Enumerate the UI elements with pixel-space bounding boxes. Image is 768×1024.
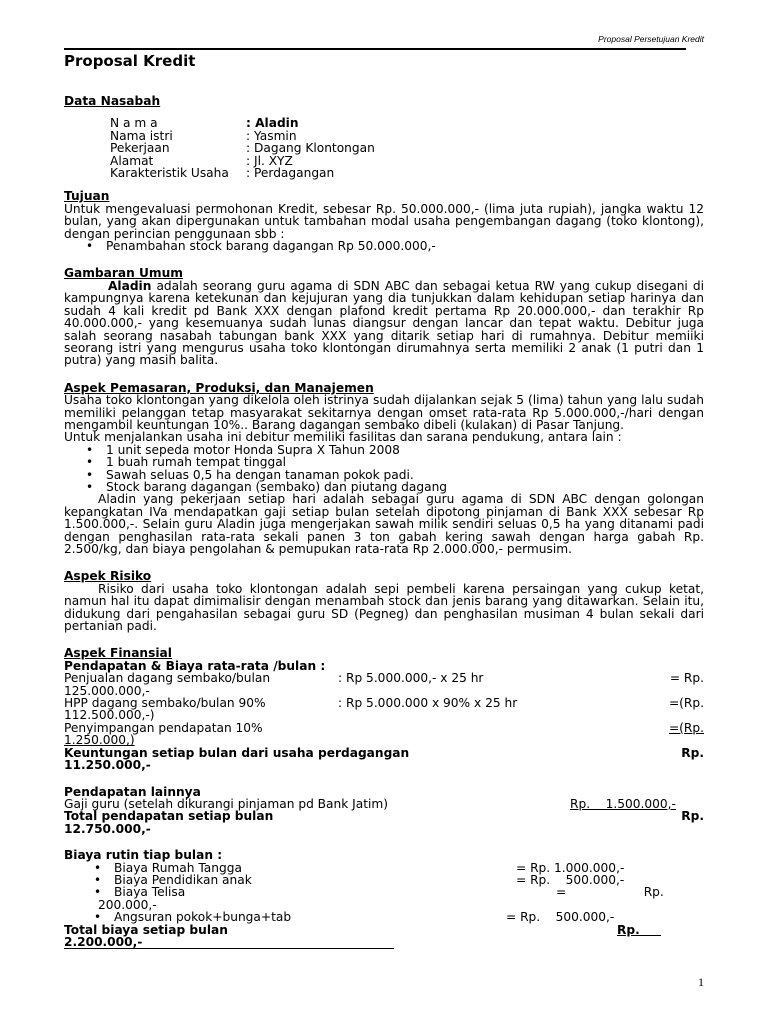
running-header: Proposal Persetujuan Kredit bbox=[598, 34, 704, 44]
row-calc: : Rp 5.000.000 x 90% x 25 hr bbox=[338, 696, 518, 711]
heading-aspek-finansial: Aspek Finansial bbox=[64, 646, 172, 661]
section-gambaran-umum bbox=[64, 267, 704, 366]
section-aspek-risiko bbox=[64, 570, 704, 632]
pemasaran-text-3-body: Aladin yang pekerjaan setiap hari adalah sebagai guru agama di SDN ABC dengan golongan kepangkatan IVa mendapatkan gaji setiap bulan setelah dipotong pinjaman di Bank XXX sebesar Rp 1.500.000,-. Selain guru Aladin juga mengerjakan sawah milik sendiri seluas 0,5 ha yang ditanami padi dengan penghasilan rata-rata sekali panen 3 ton gabah kering sawah dengan harga gabah Rp. 2.500/kg, dan biaya pengolahan & pemupukan rata-rata Rp 2.000.000,- permusim. bbox=[64, 492, 704, 556]
gambaran-text bbox=[64, 280, 704, 367]
list-item bbox=[114, 911, 704, 923]
row-continuation: 125.000.000,- bbox=[64, 683, 150, 698]
biaya-value: = Rp. 500.000,- bbox=[516, 872, 625, 887]
list-item: • Sawah seluas 0,5 ha dengan tanaman pokok padi. bbox=[106, 469, 704, 481]
facility-list bbox=[64, 444, 704, 494]
row-result: =(Rp. bbox=[668, 696, 704, 711]
list-item bbox=[114, 886, 704, 898]
field-label: Pekerjaan bbox=[110, 141, 170, 156]
header-rule bbox=[64, 48, 686, 50]
finance-row-penjualan bbox=[64, 672, 704, 684]
field-value: : Jl. XYZ bbox=[246, 153, 293, 168]
finance-row-penyimpangan bbox=[64, 722, 704, 734]
row-result: = Rp. bbox=[669, 671, 704, 686]
subheading-pendapatan-lainnya: Pendapatan lainnya bbox=[64, 784, 201, 799]
customer-info-grid bbox=[110, 117, 704, 179]
subheading-pendapatan-biaya: Pendapatan & Biaya rata-rata /bulan : bbox=[64, 658, 326, 673]
biaya-value: = Rp. 500.000,- bbox=[506, 910, 615, 925]
row-calc: : Rp 5.000.000,- x 25 hr bbox=[338, 671, 484, 686]
list-item: • 1 buah rumah tempat tinggal bbox=[106, 456, 704, 468]
section-tujuan bbox=[64, 190, 704, 252]
field-value: : Yasmin bbox=[246, 128, 297, 143]
row-continuation: 200.000,- bbox=[98, 897, 157, 912]
biaya-value: = Rp. bbox=[556, 885, 664, 900]
biaya-label: • Biaya Pendidikan anak bbox=[114, 872, 252, 887]
list-item: • 1 unit sepeda motor Honda Supra X Tahun 2008 bbox=[106, 444, 704, 456]
finance-row-keuntungan bbox=[64, 747, 704, 759]
row-label: Total pendapatan setiap bulan bbox=[64, 809, 274, 824]
section-aspek-finansial bbox=[64, 647, 704, 949]
row-continuation: 11.250.000,- bbox=[64, 758, 151, 773]
heading-aspek-risiko: Aspek Risiko bbox=[64, 569, 152, 584]
field-value: : Perdagangan bbox=[246, 166, 335, 181]
finance-row-total-pendapatan bbox=[64, 810, 704, 822]
pemasaran-text-2: Untuk menjalankan usaha ini debitur memiliki fasilitas dan sarana pendukung, antara lain : bbox=[64, 430, 622, 445]
row-label: Penjualan dagang sembako/bulan bbox=[64, 671, 271, 686]
row-continuation: 1.250.000,) bbox=[64, 733, 135, 748]
pemasaran-text-3 bbox=[64, 493, 704, 555]
row-label: Gaji guru (setelah dikurangi pinjaman pd Bank Jatim) bbox=[64, 796, 389, 811]
biaya-value: = Rp. 1.000.000,- bbox=[516, 860, 625, 875]
list-item: • Penambahan stock barang dagangan Rp 50.000.000,- bbox=[106, 240, 704, 252]
row-result: Rp. bbox=[617, 922, 661, 937]
risiko-body: Risiko dari usaha toko klontongan adalah sepi pembeli karena persaingan yang cukup ketat, namun hal itu dapat dimimalisir dengan menambah stock dan jenis barang yang ditawarkan. Selain itu, didukung dari pengahasilan sebagai guru SD (Pegneg) dan penghasilan musiman 4 bulan sekali dari pertanian padi. bbox=[64, 581, 704, 634]
document-title: Proposal Kredit bbox=[64, 52, 196, 70]
field-label: Nama istri bbox=[110, 128, 173, 143]
row-label: Penyimpangan pendapatan 10% bbox=[64, 720, 263, 735]
row-label: Keuntungan setiap bulan dari usaha perdagangan bbox=[64, 745, 410, 760]
row-label: Total biaya setiap bulan bbox=[64, 922, 228, 937]
section-aspek-pemasaran bbox=[64, 382, 704, 556]
biaya-label: • Biaya Telisa bbox=[114, 885, 186, 900]
heading-data-nasabah: Data Nasabah bbox=[64, 94, 161, 108]
field-value: : Aladin bbox=[246, 116, 299, 131]
heading-gambaran-umum: Gambaran Umum bbox=[64, 266, 184, 281]
field-label: N a m a bbox=[110, 116, 158, 131]
page-number: 1 bbox=[698, 975, 704, 989]
list-item: • Stock barang dagangan (sembako) dan piutang dagang bbox=[106, 481, 704, 493]
heading-aspek-pemasaran: Aspek Pemasaran, Produksi, dan Manajemen bbox=[64, 380, 374, 395]
subheading-biaya-rutin: Biaya rutin tiap bulan : bbox=[64, 848, 223, 863]
gambaran-body: adalah seorang guru agama di SDN ABC dan sebagai ketua RW yang cukup disegani di kampungnya karena ketekunan dan kejujuran yang dia tunjukkan dalam kehidupan setiap harinya dan sudah 4 kali kredit pd Bank XXX dengan plafond kredit pertama Rp 20.000.000,- dan terakhir Rp 40.000.000,- yang kesemuanya sudah lunas diangsur dengan lancar dan tepat waktu. Debitur juga salah seorang nasabah tabungan bank XXX yang ditarik setiap hari di rumahnya. Debitur memiiki seorang istri yang mengurus usaha toko klontongan dirumahnya serta memiliki 2 anak (1 putri dan 1 putra) yang masih balita. bbox=[64, 278, 704, 368]
biaya-label: • Angsuran pokok+bunga+tab bbox=[114, 910, 292, 925]
risiko-text bbox=[64, 583, 704, 633]
row-result: Rp. bbox=[681, 809, 704, 824]
debtor-name: Aladin bbox=[108, 278, 152, 293]
biaya-label: • Biaya Rumah Tangga bbox=[114, 860, 242, 875]
row-continuation: 2.200.000,- bbox=[64, 936, 394, 949]
tujuan-text: Untuk mengevaluasi permohonan Kredit, sebesar Rp. 50.000.000,- (lima juta rupiah), jangka waktu 12 bulan, yang akan dipergunakan untuk tambahan modal usaha pengembangan dagang (toko klontong), dengan perincian penggunaan sbb : bbox=[64, 201, 704, 241]
biaya-list bbox=[64, 862, 704, 899]
field-label: Karakteristik Usaha bbox=[110, 166, 229, 181]
heading-tujuan: Tujuan bbox=[64, 189, 110, 204]
row-result: Rp. bbox=[681, 745, 704, 760]
tujuan-list bbox=[64, 240, 704, 252]
finance-row-hpp bbox=[64, 697, 704, 709]
field-label: Alamat bbox=[110, 153, 154, 168]
row-continuation: 12.750.000,- bbox=[64, 821, 151, 836]
row-continuation: 112.500.000,-) bbox=[64, 708, 155, 723]
finance-row-total-biaya bbox=[64, 924, 704, 936]
row-value: Rp. 1.500.000,- bbox=[570, 796, 676, 811]
field-value: : Dagang Klontongan bbox=[246, 141, 375, 156]
row-result: =(Rp. bbox=[668, 720, 704, 735]
biaya-list-2 bbox=[64, 911, 704, 923]
row-label: HPP dagang sembako/bulan 90% bbox=[64, 696, 266, 711]
section-data-nasabah bbox=[64, 95, 704, 179]
document-body bbox=[64, 95, 704, 949]
pemasaran-text-1: Usaha toko klontongan yang dikelola oleh istrinya sudah dijalankan sejak 5 (lima) tahun yang lalu sudah memiliki pelanggan tetap masyarakat sekitarnya dengan omset rata-rata Rp 5.000.000,-/hari dengan mengambil keuntungan 10%.. Barang dagangan sembako dibeli (kulakan) di Pasar Tanjung. bbox=[64, 393, 704, 432]
